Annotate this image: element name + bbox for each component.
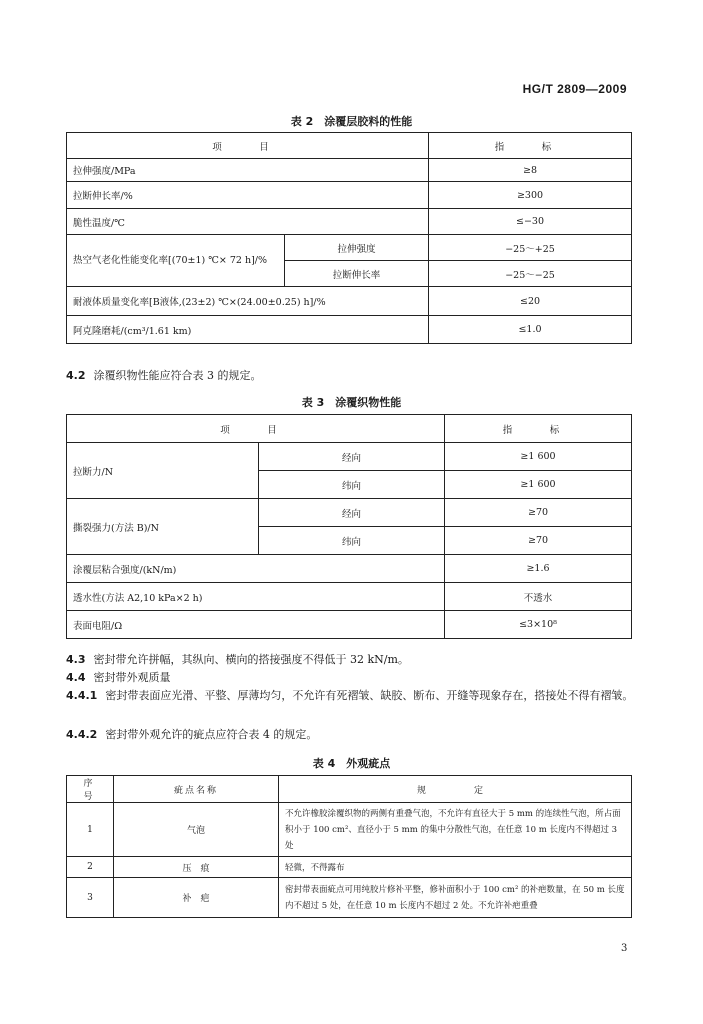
table3-item: 拉断力/N	[67, 443, 259, 499]
table3-value: 不透水	[445, 583, 632, 611]
table4-header-rule: 规 定	[279, 776, 632, 803]
table3-value: ≥1.6	[445, 555, 632, 583]
clause-number: 4.4	[66, 671, 86, 684]
table2-item: 耐液体质量变化率[B液体,(23±2) ℃×(24.00±0.25) h]/%	[67, 287, 429, 316]
table-row	[67, 159, 632, 182]
clause-4-4-2	[66, 726, 636, 743]
table2-item: 热空气老化性能变化率[(70±1) ℃× 72 h]/%	[67, 235, 285, 287]
table4-caption: 表 4 外观疵点	[312, 757, 391, 770]
table-row	[67, 611, 632, 639]
table2-item: 拉伸强度/MPa	[67, 159, 429, 182]
clause-text: 涂覆织物性能应符合表 3 的规定。	[93, 369, 262, 382]
table3-value: ≥70	[445, 527, 632, 555]
table4-header-no: 序 号	[67, 776, 114, 803]
table2-value: ≥300	[429, 182, 632, 209]
table4-name: 压 痕	[114, 857, 279, 878]
table-row	[67, 499, 632, 527]
table-row	[67, 287, 632, 316]
table2-header-item: 项 目	[67, 133, 429, 159]
table-row	[67, 803, 632, 857]
table2-subitem: 拉断伸长率	[285, 261, 429, 287]
table4-no: 2	[67, 857, 114, 878]
clause-number: 4.3	[66, 653, 86, 666]
table3-value: ≥1 600	[445, 443, 632, 471]
clause-number: 4.4.1	[66, 689, 98, 702]
table-row	[67, 555, 632, 583]
clause-number: 4.4.2	[66, 728, 98, 741]
clause-4-4-1	[66, 687, 636, 704]
table-row	[67, 235, 632, 261]
table-row	[67, 857, 632, 878]
table3-subitem: 纬向	[259, 471, 445, 499]
table4-no: 3	[67, 878, 114, 918]
clause-4-3	[66, 651, 636, 668]
table-row	[67, 443, 632, 471]
table2-item: 阿克隆磨耗/(cm³/1.61 km)	[67, 316, 429, 344]
clause-number: 4.2	[66, 369, 86, 382]
table2	[66, 132, 632, 344]
table3-value: ≤3×10⁸	[445, 611, 632, 639]
table2-value: −25～−25	[429, 261, 632, 287]
table4	[66, 775, 632, 918]
clause-4-4	[66, 669, 636, 686]
table3-subitem: 经向	[259, 499, 445, 527]
table3	[66, 414, 632, 639]
table2-header-index: 指 标	[429, 133, 632, 159]
table3-item: 涂覆层粘合强度/(kN/m)	[67, 555, 445, 583]
clause-text: 密封带表面应光滑、平整、厚薄均匀，不允许有死褶皱、缺胶、断布、开缝等现象存在，搭接处不得有褶皱。	[105, 689, 634, 702]
table-row	[67, 316, 632, 344]
table2-item: 脆性温度/℃	[67, 209, 429, 235]
table4-no: 1	[67, 803, 114, 857]
table2-value: ≥8	[429, 159, 632, 182]
clause-4-2	[66, 367, 636, 384]
table-row	[67, 583, 632, 611]
table-row	[67, 878, 632, 918]
table2-value: −25～+25	[429, 235, 632, 261]
table3-value: ≥70	[445, 499, 632, 527]
table3-header-item: 项 目	[67, 415, 445, 443]
table-row	[67, 209, 632, 235]
clause-text: 密封带外观允许的疵点应符合表 4 的规定。	[105, 728, 318, 741]
table4-rule: 不允许橡胶涂覆织物的两侧有重叠气泡，不允许有直径大于 5 mm 的连续性气泡，所占面积小于 100 cm²、直径小于 5 mm 的集中分散性气泡，在任意 10 m 长度内不得超过 3 处	[279, 803, 632, 857]
table2-value: ≤20	[429, 287, 632, 316]
table-row	[67, 182, 632, 209]
table3-value: ≥1 600	[445, 471, 632, 499]
table3-item: 撕裂强力(方法 B)/N	[67, 499, 259, 555]
table3-subitem: 经向	[259, 443, 445, 471]
clause-text: 密封带外观质量	[93, 671, 171, 684]
table3-header-index: 指 标	[445, 415, 632, 443]
table4-name: 气泡	[114, 803, 279, 857]
table3-item: 表面电阻/Ω	[67, 611, 445, 639]
table3-caption: 表 3 涂覆织物性能	[301, 396, 402, 409]
table4-rule: 轻微，不得露布	[279, 857, 632, 878]
clause-text: 密封带允许拼幅，其纵向、横向的搭接强度不得低于 32 kN/m。	[93, 653, 409, 666]
table2-value: ≤1.0	[429, 316, 632, 344]
table2-caption: 表 2 涂覆层胶料的性能	[290, 115, 413, 128]
table2-item: 拉断伸长率/%	[67, 182, 429, 209]
standard-number: HG/T 2809—2009	[522, 82, 627, 96]
table4-rule: 密封带表面疵点可用纯胶片修补平整，修补面积小于 100 cm² 的补疤数量，在 50 m 长度内不超过 5 处，在任意 10 m 长度内不超过 2 处。不允许补疤重叠	[279, 878, 632, 918]
table2-value: ≤−30	[429, 209, 632, 235]
table4-name: 补 疤	[114, 878, 279, 918]
table3-subitem: 纬向	[259, 527, 445, 555]
table3-item: 透水性(方法 A2,10 kPa×2 h)	[67, 583, 445, 611]
table2-subitem: 拉伸强度	[285, 235, 429, 261]
page-number: 3	[621, 943, 628, 954]
table4-header-name: 疵点名称	[114, 776, 279, 803]
